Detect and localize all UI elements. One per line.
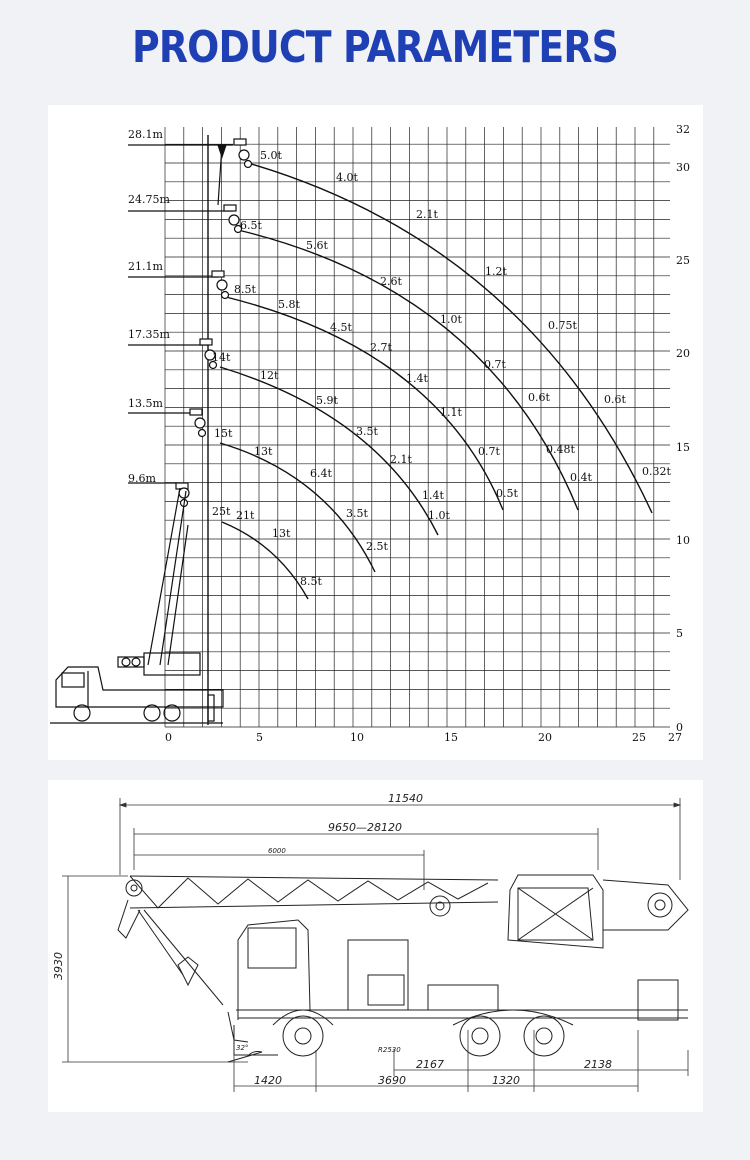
load-capacity-label: 15t: [214, 427, 233, 440]
x-tick-label: 15: [444, 731, 458, 744]
load-capacity-label: 12t: [260, 369, 279, 382]
dim-overall-length: 11540: [388, 792, 423, 805]
load-capacity-label: 8.5t: [300, 575, 322, 588]
x-tick-label: 20: [538, 731, 552, 744]
dim-wheelbase-front: 3690: [378, 1074, 406, 1087]
load-capacity-label: 1.4t: [406, 372, 428, 385]
load-capacity-label: 0.4t: [570, 471, 592, 484]
y-tick-label: 20: [676, 347, 690, 360]
load-capacity-label: 0.6t: [604, 393, 626, 406]
load-curve: [226, 297, 503, 510]
load-capacity-label: 1.4t: [422, 489, 444, 502]
load-capacity-label: 1.0t: [428, 509, 450, 522]
x-tick-label: 27: [668, 731, 682, 744]
page-title: PRODUCT PARAMETERS: [132, 22, 618, 73]
load-capacity-label: 0.75t: [548, 319, 577, 332]
hook-icon: [190, 409, 206, 437]
load-chart: [48, 105, 703, 760]
load-chart-panel: [48, 105, 703, 760]
wheel-icon: [283, 1016, 323, 1056]
load-curves: [208, 135, 652, 725]
x-tick-label: 0: [165, 731, 172, 744]
load-capacity-label: 0.6t: [528, 391, 550, 404]
load-capacity-label: 2.1t: [390, 453, 412, 466]
dim-height: 3930: [52, 952, 65, 980]
dimension-drawing-panel: [48, 780, 703, 1112]
load-capacity-label: 13t: [272, 527, 291, 540]
load-capacity-label: 2.7t: [370, 341, 392, 354]
crane-truck-icon: [50, 488, 223, 723]
load-capacity-label: 25t: [212, 505, 231, 518]
load-capacity-label: 3.5t: [356, 425, 378, 438]
load-capacity-label: 21t: [236, 509, 255, 522]
load-curve: [222, 522, 308, 599]
dim-axle-spacing: 1320: [492, 1074, 520, 1087]
dim-boom-range: 9650—28120: [328, 821, 402, 834]
load-capacity-label: 0.7t: [478, 445, 500, 458]
wheel-icon: [460, 1016, 500, 1056]
load-capacity-label: 1.1t: [440, 406, 462, 419]
boom-height-label: 9.6m: [128, 472, 156, 485]
y-tick-label: 32: [676, 123, 690, 136]
dim-front-overhang: 1420: [254, 1074, 282, 1087]
hook-icon: [224, 205, 242, 233]
load-curve: [248, 163, 652, 513]
boom-height-label: 13.5m: [128, 397, 163, 410]
load-capacity-label: 8.5t: [234, 283, 256, 296]
truck-crane-drawing: [118, 875, 688, 1062]
load-capacity-label: 3.5t: [346, 507, 368, 520]
load-capacity-label: 1.0t: [440, 313, 462, 326]
boom-height-label: 17.35m: [128, 328, 170, 341]
load-capacity-label: 0.7t: [484, 358, 506, 371]
y-tick-label: 0: [676, 721, 683, 734]
load-capacity-label: 4.0t: [336, 171, 358, 184]
load-capacity-label: 1.2t: [485, 265, 507, 278]
x-tick-label: 25: [632, 731, 646, 744]
dim-angle: 32°: [236, 1044, 249, 1052]
load-capacity-label: 0.32t: [642, 465, 671, 478]
load-capacity-label: 13t: [254, 445, 273, 458]
load-capacity-label: 14t: [212, 351, 231, 364]
load-capacity-label: 5.9t: [316, 394, 338, 407]
dim-axle-gap: 2167: [416, 1058, 444, 1071]
hook-icon: [176, 483, 189, 507]
load-capacity-label: 0.48t: [546, 443, 575, 456]
y-tick-label: 5: [676, 627, 683, 640]
load-capacity-label: 6.5t: [240, 219, 262, 232]
boom-height-label: 24.75m: [128, 193, 170, 206]
load-capacity-label: 2.6t: [380, 275, 402, 288]
x-tick-label: 5: [256, 731, 263, 744]
load-capacity-label: 5.0t: [260, 149, 282, 162]
dimension-drawing: [48, 780, 703, 1112]
boom-height-label: 28.1m: [128, 128, 163, 141]
load-capacity-label: 2.5t: [366, 540, 388, 553]
y-tick-label: 10: [676, 534, 690, 547]
load-capacity-label: 6.4t: [310, 467, 332, 480]
y-tick-label: 25: [676, 254, 690, 267]
load-capacity-label: 2.1t: [416, 208, 438, 221]
load-capacity-label: 5.8t: [278, 298, 300, 311]
boom-height-label: 21.1m: [128, 260, 163, 273]
load-capacity-label: 4.5t: [330, 321, 352, 334]
y-tick-label: 15: [676, 441, 690, 454]
y-tick-label: 30: [676, 161, 690, 174]
x-tick-label: 10: [350, 731, 364, 744]
dim-rear-overhang: 2138: [584, 1058, 612, 1071]
load-capacity-label: 5.6t: [306, 239, 328, 252]
dim-turn-radius: R2530: [378, 1046, 401, 1054]
dim-boom-section: 6000: [268, 847, 286, 855]
load-capacity-label: 0.5t: [496, 487, 518, 500]
wheel-icon: [524, 1016, 564, 1056]
